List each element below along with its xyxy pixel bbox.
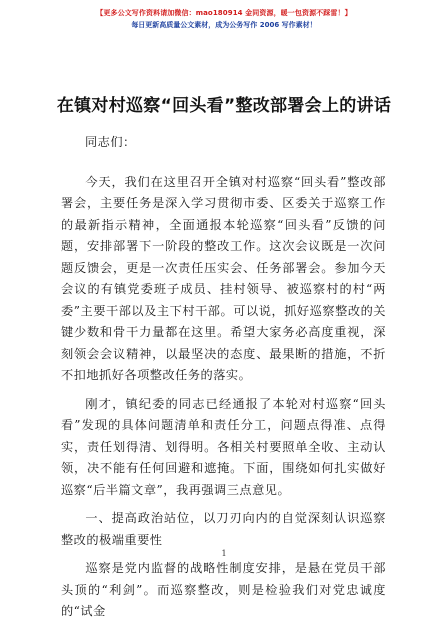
salutation: 同志们： (85, 135, 136, 149)
promo-banner-line-2: 每日更新高质量公文素材，成为公务写作 2006 写作素材！ (131, 21, 317, 29)
promo-banner-line-1: 【更多公文写作资料请加微信：mao180914 金同资源，暖一包资源不踩雷！】 (96, 9, 352, 17)
paragraph-notice: 刚才，镇纪委的同志已经通报了本轮对村巡察“回头看”发现的具体问题清单和责任分工，问题点得准、点得实，责任划得清、划得明。各相关村要照单全收、主动认领，决不能有任何回避和遮掩。下面，围绕如何扎实做好巡察“后半篇文章”，我再强调三点意见。 (61, 396, 386, 497)
page-number: 1 (221, 549, 227, 558)
document-title: 在镇对村巡察“回头看”整改部署会上的讲话 (56, 96, 392, 116)
section-heading-1: 一、提高政治站位，以刀刃向内的自觉深刻认识巡察整改的极端重要性 (61, 511, 386, 547)
paragraph-opening: 今天，我们在这里召开全镇对村巡察“回头看”整改部署会，主要任务是深入学习贯彻市委、区委关于巡察工作的最新指示精神，全面通报本轮巡察“回头看”反馈的问题，安排部署下一阶段的整改工作。这次会议既是一次问题反馈会，更是一次责任压实会、任务部署会。参加今天会议的有镇党委班子成员、挂村领导、被巡察村的村“两委”主要干部以及主下村干部。可以说，抓好巡察整改的关键少数和骨干力量都在这里。希望大家务必高度重视，深刻领会会议精神，以最坚决的态度、最果断的措施，不折不扣地抓好各项整改任务的落实。 (61, 174, 386, 382)
paragraph-section-1: 巡察是党内监督的战略性制度安排，是悬在党员干部头顶的“利剑”。而巡察整改，则是检验我们对党忠诚度的“试金 (61, 561, 386, 618)
